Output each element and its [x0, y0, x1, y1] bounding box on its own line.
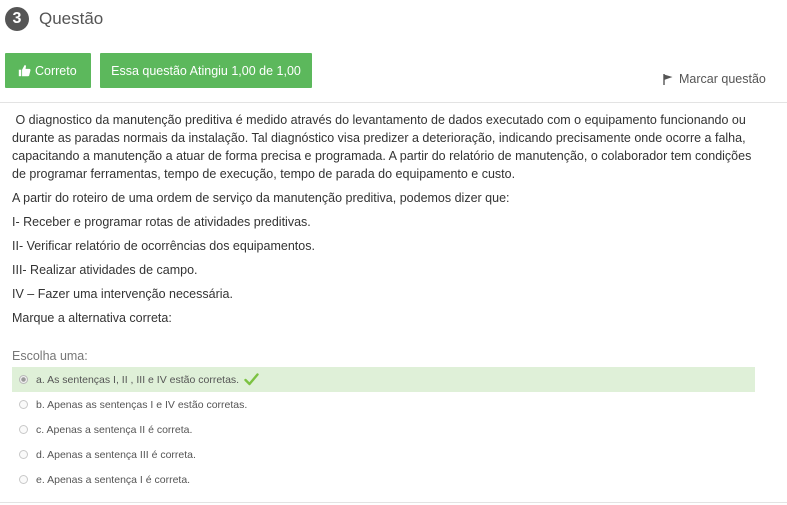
- bottom-divider: [0, 502, 787, 503]
- choice-prompt: Escolha uma:: [12, 349, 88, 363]
- radio-button[interactable]: [19, 400, 28, 409]
- flag-question-label: Marcar questão: [679, 72, 766, 86]
- question-text: [12, 111, 757, 333]
- statement-item: III- Realizar atividades de campo.: [12, 263, 198, 277]
- top-divider: [0, 102, 787, 103]
- answer-option-c[interactable]: [12, 417, 755, 442]
- grade-label: Essa questão Atingiu 1,00 de 1,00: [111, 63, 301, 78]
- answer-label: a. As sentenças I, II , III e IV estão corretas.: [36, 373, 240, 386]
- radio-button[interactable]: [19, 475, 28, 484]
- statement-item: II- Verificar relatório de ocorrências dos equipamentos.: [12, 239, 315, 253]
- radio-button[interactable]: [19, 425, 28, 434]
- thumbs-up-icon: [18, 64, 31, 77]
- statement-item: I- Receber e programar rotas de atividades preditivas.: [12, 215, 311, 229]
- answer-label: d. Apenas a sentença III é correta.: [36, 448, 196, 461]
- statement-item: IV – Fazer uma intervenção necessária.: [12, 287, 233, 301]
- instruction-text: Marque a alternativa correta:: [12, 311, 172, 325]
- answer-label: c. Apenas a sentença II é correta.: [36, 423, 193, 436]
- answer-option-d[interactable]: [12, 442, 755, 467]
- question-paragraph: A partir do roteiro de uma ordem de serviço da manutenção preditiva, podemos dizer que:: [12, 191, 510, 205]
- question-header: [5, 6, 103, 32]
- question-paragraph: O diagnostico da manutenção preditiva é medido através do levantamento de dados executado com o equipamento funcionando ou durante as paradas normais da instalação. Tal diagnóstico visa predizer a deterioração, indicando precisamente onde ocorre a falha, capacitando a manutenção a atuar de forma precisa e programada. A partir do relatório de manutenção, o colaborador tem condições de programar ferramentas, tempo de execução, tempo de parada do equipamento e custo.: [12, 113, 755, 181]
- correct-status-label: Correto: [35, 63, 77, 78]
- grade-button: [100, 53, 312, 88]
- radio-button[interactable]: [19, 375, 28, 384]
- answer-option-e[interactable]: [12, 467, 755, 492]
- correct-status-button: [5, 53, 91, 88]
- radio-button[interactable]: [19, 450, 28, 459]
- answer-option-a[interactable]: [12, 367, 755, 392]
- flag-question-link[interactable]: [662, 72, 766, 86]
- answer-option-b[interactable]: [12, 392, 755, 417]
- question-number-badge: 3: [5, 7, 29, 31]
- answer-label: b. Apenas as sentenças I e IV estão corretas.: [36, 398, 248, 411]
- answer-label: e. Apenas a sentença I é correta.: [36, 473, 191, 486]
- answer-list: [12, 367, 755, 492]
- check-icon: [244, 373, 259, 386]
- question-title: Questão: [39, 9, 104, 28]
- flag-icon: [662, 73, 674, 85]
